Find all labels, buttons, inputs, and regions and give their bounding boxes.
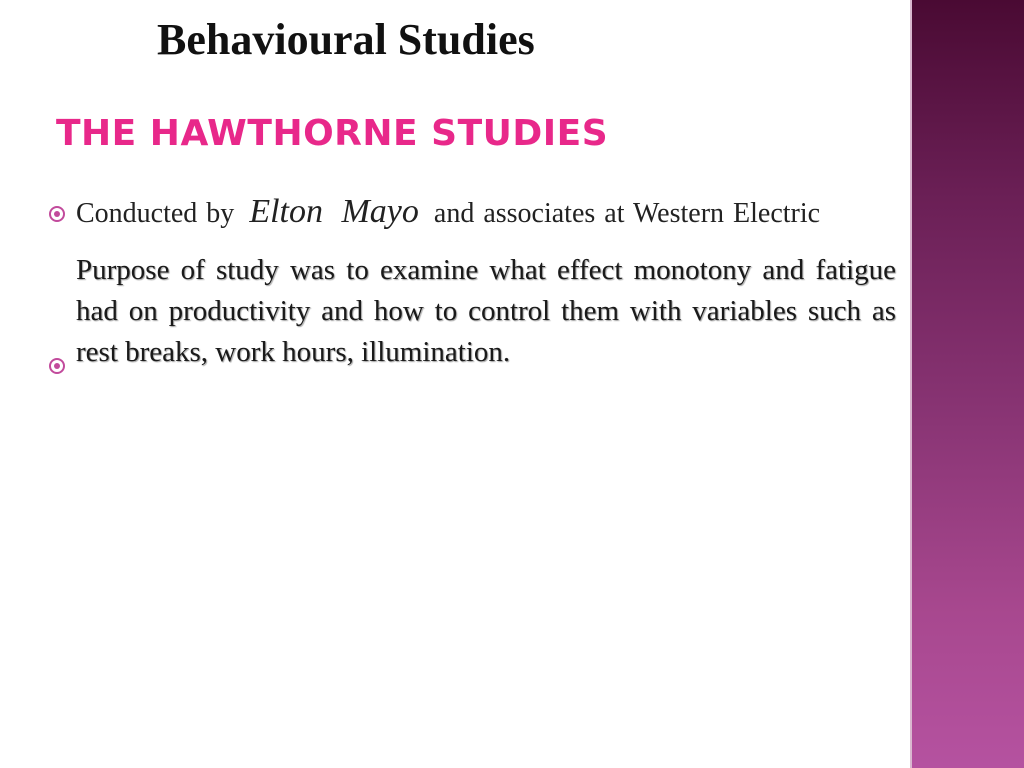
decorative-side-band	[912, 0, 1024, 768]
bullet-item	[44, 190, 896, 236]
bullet-text: Purpose of study was to examine what effect monotony and fatigue had on productivity and how to control them with variables such as rest breaks, work hours, illumination.	[76, 254, 896, 368]
bullet-list	[44, 190, 896, 387]
bullet-text-suffix: and associates at Western Electric	[433, 198, 821, 229]
slide-title: Behavioural Studies	[157, 15, 535, 64]
circle-dot-icon	[49, 358, 65, 374]
bullet-text-emphasis: Elton Mayo	[249, 193, 419, 230]
bullet-item	[44, 250, 896, 373]
bullet-text	[76, 190, 896, 236]
section-heading: THE HAWTHORNE STUDIES	[56, 113, 609, 154]
bullet-text-prefix: Conducted by	[76, 198, 235, 229]
circle-dot-icon	[49, 206, 65, 222]
